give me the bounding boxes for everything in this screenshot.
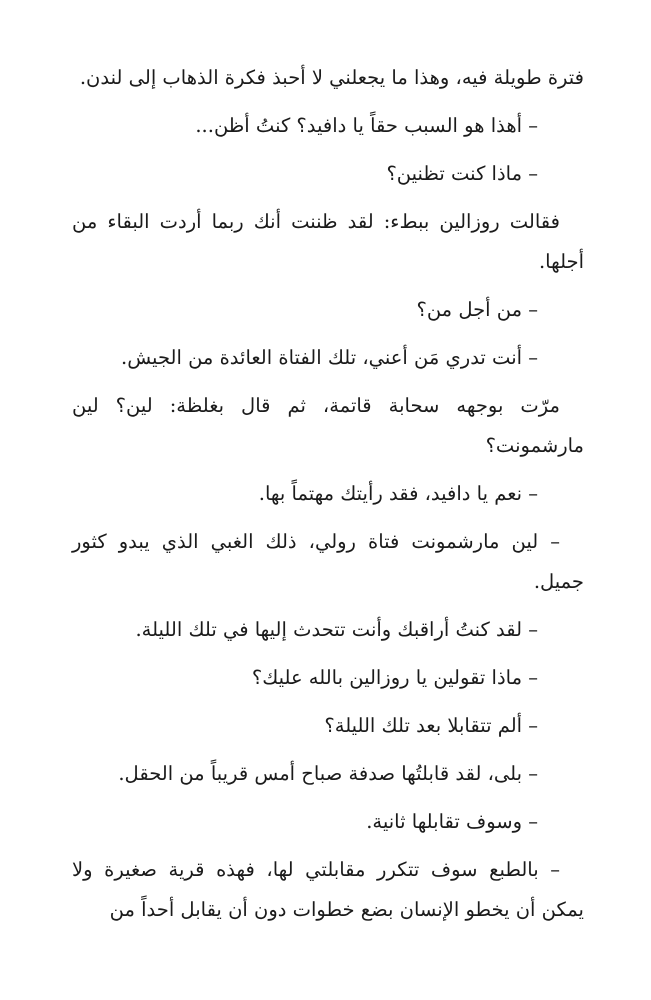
paragraph-dialogue: – نعم يا دافيد، فقد رأيتك مهتماً بها.	[258, 482, 538, 505]
paragraph-narration: مرّت بوجهه سحابة قاتمة، ثم قال بغلظة: لين؟ لين مارشمونت؟	[72, 394, 584, 457]
book-page-text	[72, 58, 584, 938]
paragraph-dialogue-wrapped: – بالطبع سوف تتكرر مقابلتي لها، فهذه قرية صغيرة ولا يمكن أن يخطو الإنسان بضع خطوات دون أن يقابل أحداً من	[72, 858, 584, 921]
paragraph-dialogue: – ماذا تقولين يا روزالين بالله عليك؟	[251, 666, 538, 689]
paragraph-dialogue: – ماذا كنت تظنين؟	[386, 162, 538, 185]
paragraph-dialogue: – بلى، لقد قابلتُها صدفة صباح أمس قريباً من الحقل.	[118, 762, 538, 785]
paragraph-dialogue: – أهذا هو السبب حقاً يا دافيد؟ كنتُ أظن...	[195, 114, 538, 137]
paragraph-narration: فترة طويلة فيه، وهذا ما يجعلني لا أحبذ فكرة الذهاب إلى لندن.	[79, 66, 584, 89]
paragraph-dialogue: – ألم تتقابلا بعد تلك الليلة؟	[324, 714, 538, 737]
paragraph-dialogue-wrapped: – لين مارشمونت فتاة رولي، ذلك الغبي الذي يبدو كثور جميل.	[72, 530, 584, 593]
paragraph-dialogue: – من أجل من؟	[416, 298, 538, 321]
paragraph-dialogue: – لقد كنتُ أراقبك وأنت تتحدث إليها في تلك الليلة.	[135, 618, 538, 641]
paragraph-narration: فقالت روزالين ببطء: لقد ظننت أنك ربما أردت البقاء من أجلها.	[72, 210, 584, 273]
paragraph-dialogue: – أنت تدري مَن أعني، تلك الفتاة العائدة من الجيش.	[121, 346, 538, 369]
paragraph-dialogue: – وسوف تقابلها ثانية.	[366, 810, 538, 833]
